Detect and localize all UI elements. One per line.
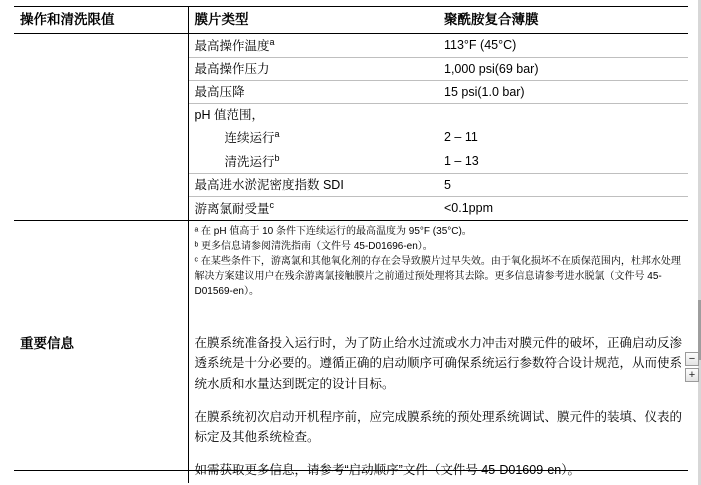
row-label-spacer: [14, 104, 188, 127]
row-label-spacer: [14, 126, 188, 149]
info-paragraph-2: 在膜系统初次启动开机程序前，应完成膜系统的预处理系统调试、膜元件的装填、仪表的标定及其他系统检查。: [194, 409, 683, 445]
footnote-marker: a: [269, 36, 275, 47]
table-row: [14, 80, 688, 103]
table-header-row: [14, 7, 688, 34]
param-value: [438, 104, 688, 127]
footnotes-row: [14, 221, 688, 302]
param-name: pH 值范围，: [194, 108, 264, 123]
table-row: [14, 126, 688, 149]
section-label-important-info: 重要信息: [14, 331, 188, 483]
table-row: [14, 173, 688, 196]
param-name: [188, 33, 438, 57]
param-value: 2 – 11: [444, 130, 478, 145]
info-paragraph-1: 在膜系统准备投入运行时，为了防止给水过流或水力冲击对膜元件的破坏，正确启动反渗透系统是十分必要的。遵循正确的启动顺序可确保系统运行参数符合设计规范，从而使系统水质和水量达到既定的设计目标。: [194, 336, 683, 391]
footnote-marker: a: [274, 129, 280, 140]
param-name: [188, 196, 438, 220]
row-label-spacer: [14, 173, 188, 196]
row-label-spacer: [14, 150, 188, 174]
gap-right: [438, 301, 688, 331]
table-row: [14, 150, 688, 174]
gap-mid: [188, 301, 438, 331]
param-text: [195, 152, 435, 171]
section-label-operating-limits: 操作和清洗限值: [14, 7, 188, 34]
param-value: <0.1ppm: [444, 200, 493, 215]
row-label-spacer: [14, 196, 188, 220]
param-text-inner: 连续运行: [224, 131, 275, 146]
table-row: [14, 196, 688, 220]
footnote-marker: c: [269, 199, 275, 210]
table-row: [14, 104, 688, 127]
footnote-marker: b: [274, 152, 280, 163]
footnote-label-spacer: [14, 221, 188, 302]
param-name: 最高操作压力: [188, 57, 438, 80]
param-value: 15 psi(1.0 bar): [438, 80, 688, 103]
row-label-spacer: [14, 80, 188, 103]
param-value: 1,000 psi(69 bar): [438, 57, 688, 80]
header-value: 聚酰胺复合薄膜: [438, 7, 688, 34]
footnotes-block: [188, 221, 688, 302]
param-text-inner: 清洗运行: [224, 154, 275, 169]
zoom-out-button[interactable]: −: [685, 352, 699, 366]
table-row: [14, 33, 688, 57]
param-text: 游离氯耐受量: [194, 202, 270, 217]
important-info-row: [14, 331, 688, 483]
footnote-c: ᶜ 在某些条件下，游离氯和其他氧化剂的存在会导致膜片过早失效。由于氧化损坏不在质保范围内，杜邦水处理解决方案建议用户在残余游离氯接触膜片之前通过预处理将其去除。更多信息请参考进水脱氯（文件号 45-D01569-en）。: [194, 256, 681, 298]
row-label-spacer: [14, 33, 188, 57]
info-paragraph-3: 如需获取更多信息，请参考“启动顺序”文件（文件号 45-D01609-en）。: [194, 463, 580, 478]
param-value: 113°F (45°C): [438, 33, 688, 57]
page-bottom-rule: [14, 470, 688, 471]
gap-label: [14, 301, 188, 331]
param-text: [195, 128, 435, 147]
param-name: [188, 150, 438, 174]
param-value: 1 – 13: [438, 150, 688, 174]
header-param: 膜片类型: [188, 7, 438, 34]
param-value: 5: [438, 173, 688, 196]
table-row: [14, 57, 688, 80]
param-name: 最高进水淤泥密度指数 SDI: [188, 173, 438, 196]
important-info-body: [188, 331, 688, 483]
param-text: 最高操作温度: [194, 38, 270, 53]
zoom-controls[interactable]: [685, 352, 701, 384]
footnote-b: ᵇ 更多信息请参阅清洗指南（文件号 45-D01696-en）。: [194, 241, 433, 253]
specs-table: [14, 6, 688, 483]
row-label-spacer: [14, 57, 188, 80]
param-name: 最高压降: [188, 80, 438, 103]
param-name: [188, 126, 438, 149]
zoom-in-button[interactable]: +: [685, 368, 699, 382]
section-gap: [14, 301, 688, 331]
footnote-a: ᵃ 在 pH 值高于 10 条件下连续运行的最高温度为 95°F (35°C)。: [194, 226, 472, 238]
